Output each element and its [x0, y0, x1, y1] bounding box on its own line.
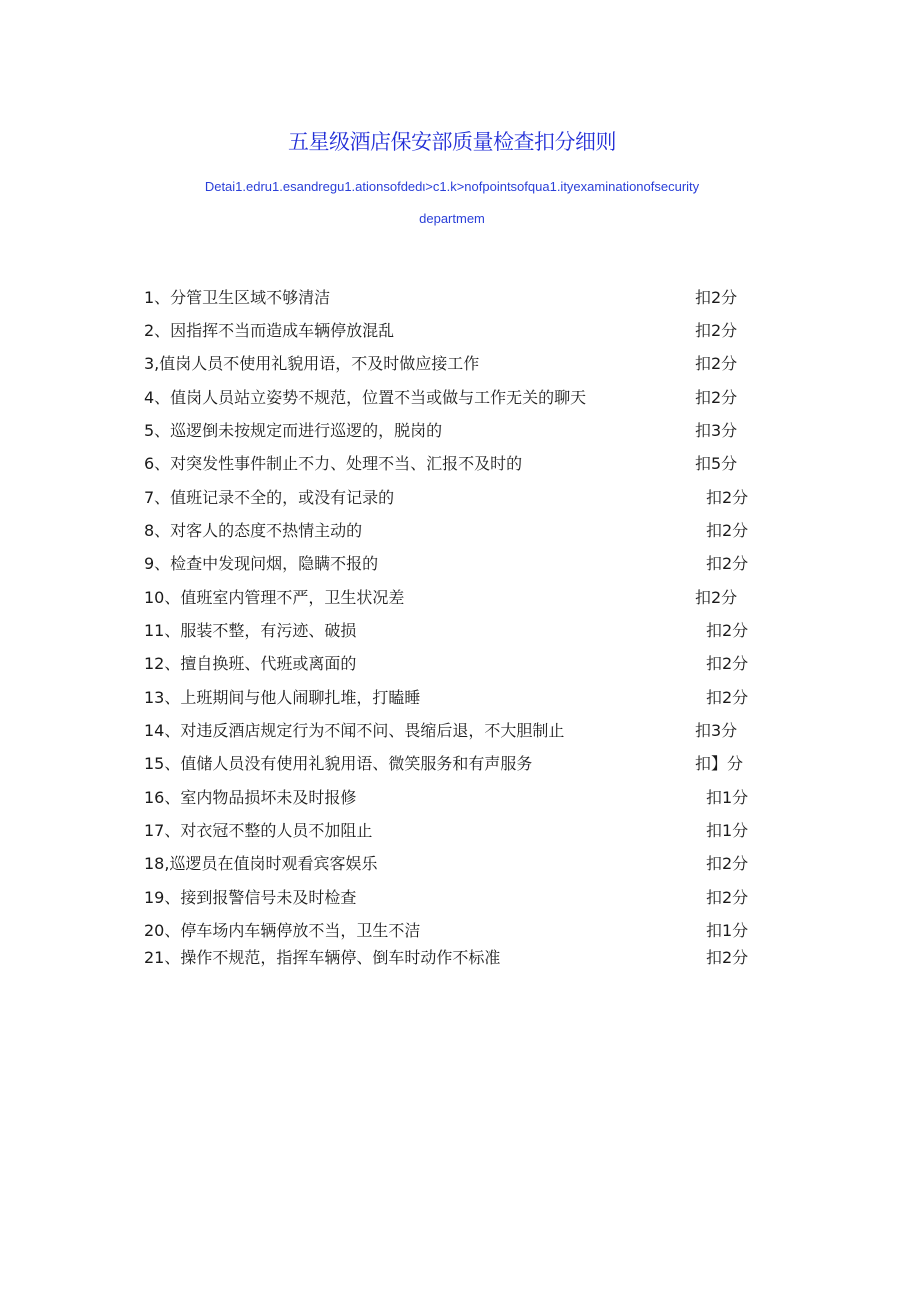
rule-row [144, 486, 764, 510]
rule-row [144, 552, 764, 576]
rule-description: 7、值班记录不全的，或没有记录的 [144, 488, 395, 507]
rule-penalty: 扣1分 [706, 821, 749, 840]
rule-description: 16、室内物品损坏未及时报修 [144, 788, 357, 807]
rule-penalty: 扣2分 [695, 354, 738, 373]
rule-penalty: 扣2分 [706, 888, 749, 907]
rule-penalty: 扣2分 [695, 321, 738, 340]
rule-penalty: 扣】分 [695, 754, 744, 773]
rule-row [144, 919, 764, 943]
rule-row [144, 946, 764, 970]
rule-row [144, 819, 764, 843]
rule-penalty: 扣2分 [695, 388, 738, 407]
rule-row [144, 886, 764, 910]
rule-row [144, 352, 764, 376]
rule-description: 14、对违反酒店规定行为不闻不问、畏缩后退，不大胆制止 [144, 721, 565, 740]
rule-description: 18,巡逻员在值岗时观看宾客娱乐 [144, 854, 378, 873]
rule-description: 8、对客人的态度不热情主动的 [144, 521, 363, 540]
rule-penalty: 扣2分 [706, 948, 749, 967]
rule-penalty: 扣3分 [695, 421, 738, 440]
rule-row [144, 586, 764, 610]
rule-penalty: 扣2分 [706, 688, 749, 707]
rule-description: 21、操作不规范，指挥车辆停、倒车时动作不标准 [144, 948, 501, 967]
rule-row [144, 286, 764, 310]
rule-description: 3,值岗人员不使用礼貌用语，不及时做应接工作 [144, 354, 480, 373]
rule-description: 5、巡逻倒未按规定而进行巡逻的，脱岗的 [144, 421, 443, 440]
rule-penalty: 扣2分 [706, 654, 749, 673]
rule-description: 2、因指挥不当而造成车辆停放混乱 [144, 321, 395, 340]
rule-penalty: 扣2分 [695, 288, 738, 307]
rule-penalty: 扣2分 [706, 621, 749, 640]
rule-description: 11、服装不整，有污迹、破损 [144, 621, 357, 640]
rule-description: 15、值储人员没有使用礼貌用语、微笑服务和有声服务 [144, 754, 533, 773]
rule-row [144, 619, 764, 643]
rule-penalty: 扣2分 [706, 521, 749, 540]
rule-penalty: 扣2分 [706, 488, 749, 507]
rule-row [144, 386, 764, 410]
rule-row [144, 519, 764, 543]
english-subtitle-line2: departmem [419, 211, 485, 226]
rule-description: 12、擅自换班、代班或离面的 [144, 654, 357, 673]
rule-row [144, 686, 764, 710]
rule-penalty: 扣1分 [706, 921, 749, 940]
rule-row [144, 419, 764, 443]
rule-description: 9、检查中发现问烟，隐瞒不报的 [144, 554, 379, 573]
rule-description: 19、接到报警信号未及时检查 [144, 888, 357, 907]
rule-penalty: 扣3分 [695, 721, 738, 740]
rule-row [144, 752, 764, 776]
rule-penalty: 扣2分 [706, 554, 749, 573]
rule-penalty: 扣1分 [706, 788, 749, 807]
rule-row [144, 719, 764, 743]
rule-description: 6、对突发性事件制止不力、处理不当、汇报不及时的 [144, 454, 523, 473]
rule-row [144, 852, 764, 876]
rule-penalty: 扣2分 [695, 588, 738, 607]
rule-penalty: 扣5分 [695, 454, 738, 473]
rule-description: 1、分管卫生区域不够清洁 [144, 288, 331, 307]
rule-row [144, 652, 764, 676]
page-title: 五星级酒店保安部质量检查扣分细则 [288, 130, 616, 154]
rule-penalty: 扣2分 [706, 854, 749, 873]
rule-row [144, 319, 764, 343]
rule-description: 13、上班期间与他人闹聊扎堆，打瞌睡 [144, 688, 421, 707]
rule-description: 20、停车场内车辆停放不当，卫生不洁 [144, 921, 421, 940]
rule-description: 17、对衣冠不整的人员不加阻止 [144, 821, 373, 840]
english-subtitle-line1: Detai1.edru1.esandregu1.ationsofdedι>c1.k>nofpointsofqua1.ityexaminationofsecurity [204, 179, 700, 194]
rule-description: 4、值岗人员站立姿势不规范，位置不当或做与工作无关的聊天 [144, 388, 587, 407]
rule-row [144, 452, 764, 476]
rule-description: 10、值班室内管理不严，卫生状况差 [144, 588, 405, 607]
rule-row [144, 786, 764, 810]
